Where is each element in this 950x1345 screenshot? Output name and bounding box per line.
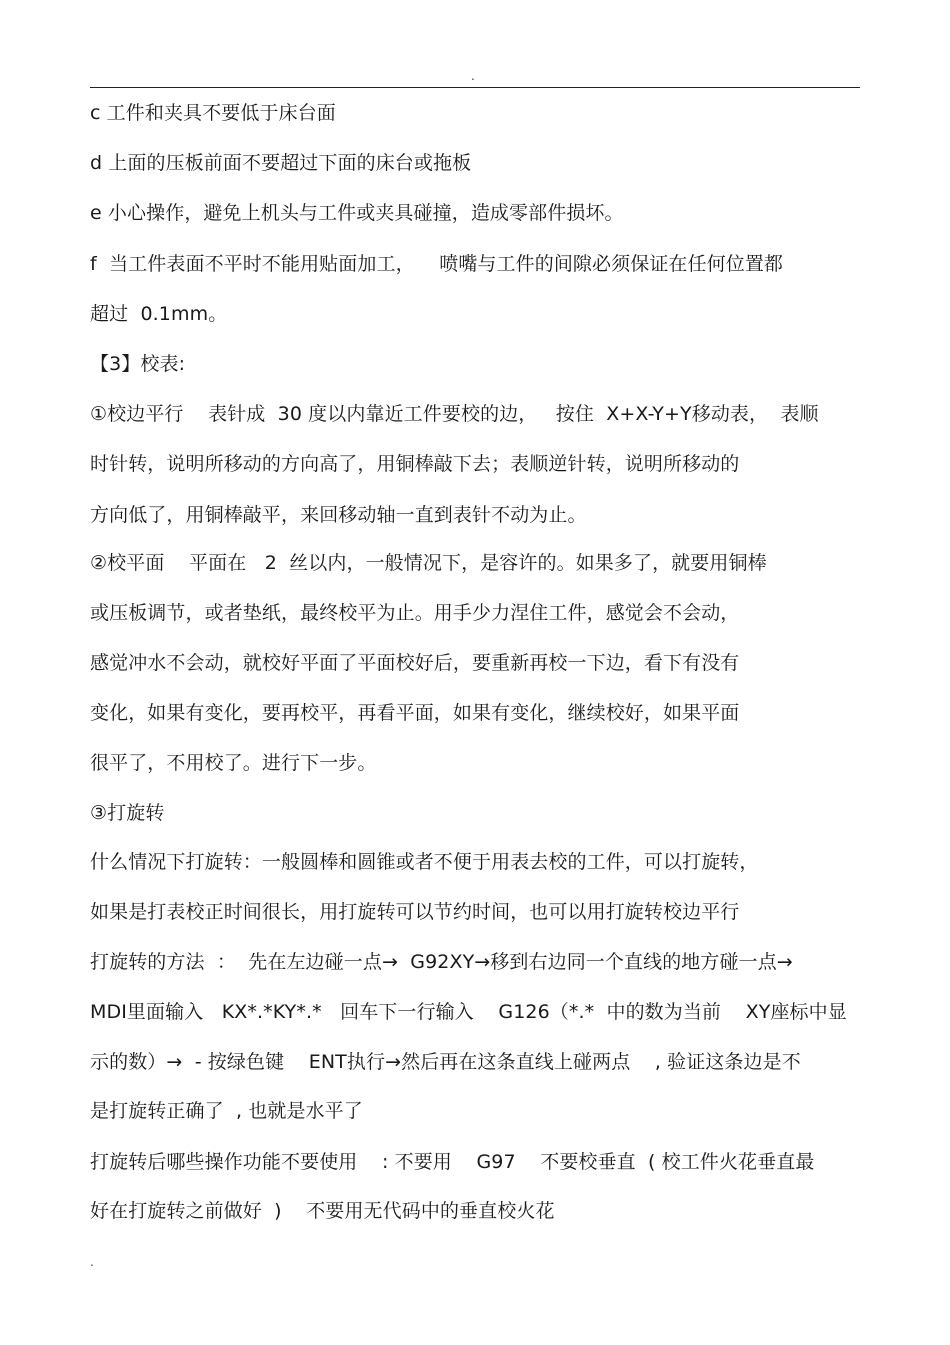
text-line: 很平了，不用校了。进行下一步。 [90,752,377,774]
text-line: 好在打旋转之前做好 ) 不要用无代码中的垂直校火花 [90,1200,555,1222]
header-rule [90,87,860,88]
text-line: 什么情况下打旋转：一般圆棒和圆锥或者不便于用表去校的工件，可以打旋转， [90,851,759,873]
footer-mark: . [90,1255,94,1269]
text-line: 时针转，说明所移动的方向高了，用铜棒敲下去；表顺逆针转，说明所移动的 [90,453,740,475]
text-line: 打旋转的方法 ： 先在左边碰一点→ G92XY→移到右边同一个直线的地方碰一点→ [90,951,793,973]
header-mark: . [471,69,475,83]
text-line: 超过 0.1mm。 [90,303,228,325]
section-heading: ③打旋转 [90,802,165,824]
text-line: ②校平面 平面在 2 丝以内，一般情况下，是容许的。如果多了，就要用铜棒 [90,552,767,574]
text-line: f 当工件表面不平时不能用贴面加工， 喷嘴与工件的间隙必须保证在任何位置都 [90,253,784,275]
text-line: 打旋转后哪些操作功能不要使用 : 不要用 G97 不要校垂直 ( 校工件火花垂直最 [90,1151,815,1173]
text-line: c 工件和夹具不要低于床台面 [90,102,336,124]
text-line: 变化，如果有变化，要再校平，再看平面，如果有变化，继续校好，如果平面 [90,702,740,724]
section-heading: 【3】校表: [90,353,186,375]
text-line: ①校边平行 表针成 30 度以内靠近工件要校的边， 按住 X+X-Y+Y移动表， 表顺 [90,403,819,425]
text-line: 示的数）→ - 按绿色键 ENT执行→然后再在这条直线上碰两点 , 验证这条边是不 [90,1051,801,1073]
text-line: 或压板调节，或者垫纸，最终校平为止。用手少力涅住工件，感觉会不会动， [90,602,740,624]
text-line: 是打旋转正确了 , 也就是水平了 [90,1100,363,1122]
text-line: 如果是打表校正时间很长，用打旋转可以节约时间，也可以用打旋转校边平行 [90,901,740,923]
text-line: 方向低了，用铜棒敲平，来回移动轴一直到表针不动为止。 [90,504,587,526]
text-line: 感觉冲水不会动，就校好平面了平面校好后，要重新再校一下边，看下有没有 [90,652,740,674]
text-line: MDI里面输入 KX*.*KY*.* 回车下一行输入 G126（*.* 中的数为当前 XY座标中显 [90,1001,847,1023]
text-line: d 上面的压板前面不要超过下面的床台或拖板 [90,152,472,174]
text-line: e 小心操作，避免上机头与工件或夹具碰撞，造成零部件损坏。 [90,202,624,224]
